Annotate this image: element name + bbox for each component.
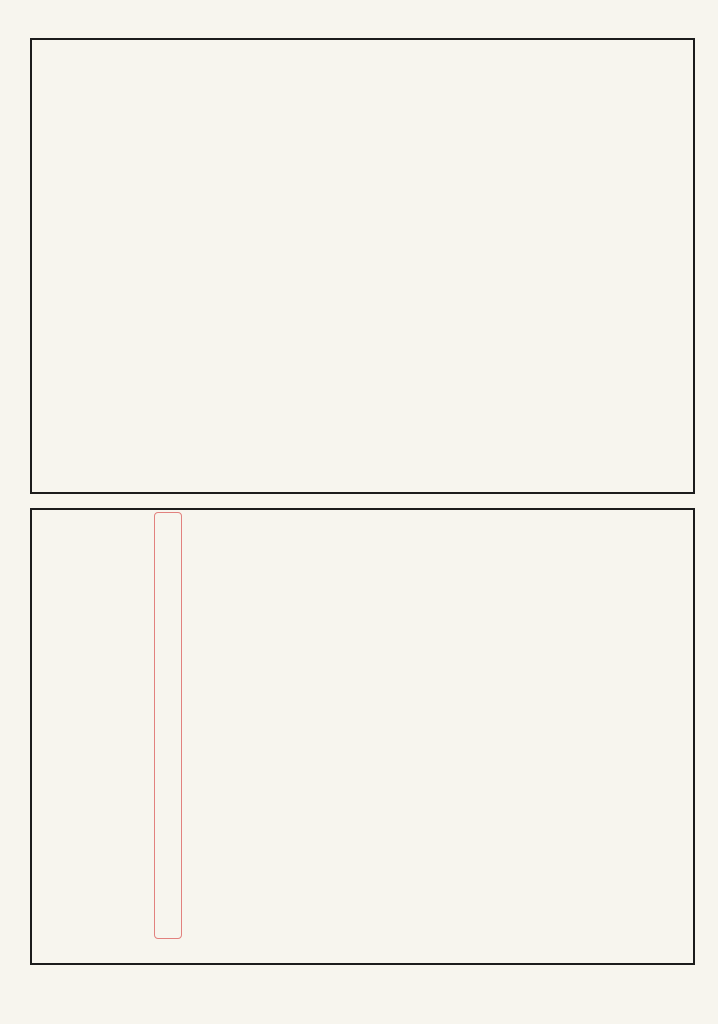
highlight-box <box>154 512 182 939</box>
roster-table-bottom <box>30 508 695 965</box>
roster-table-top <box>30 38 695 494</box>
